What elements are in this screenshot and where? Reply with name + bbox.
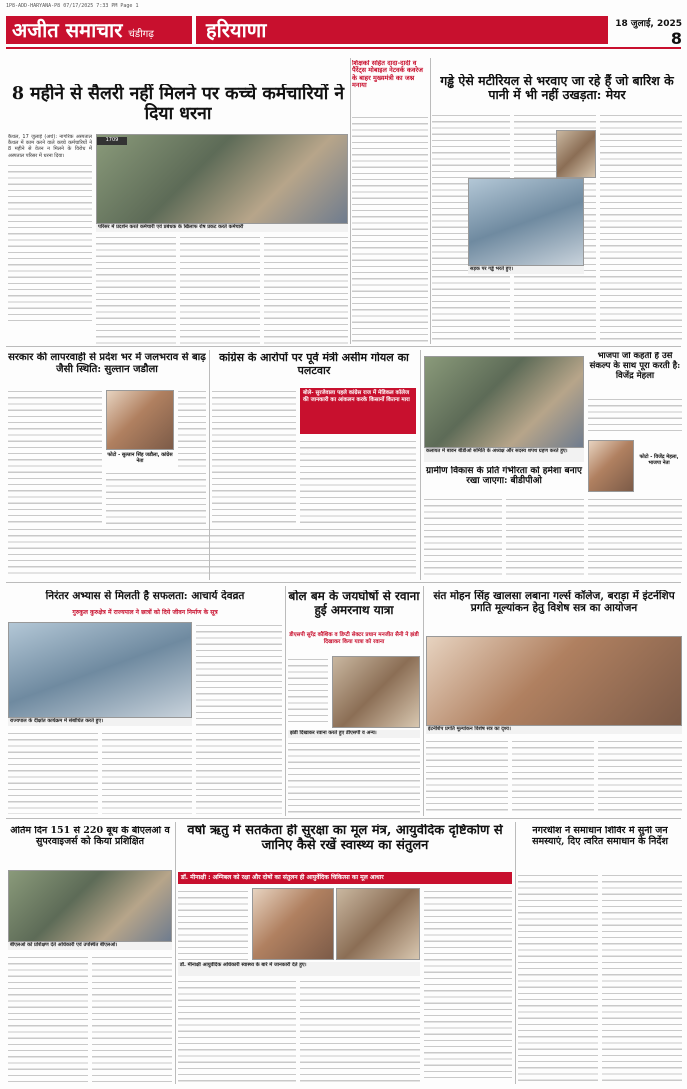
- blo-col-1: [8, 954, 88, 1082]
- bolbam-photo: [332, 656, 420, 728]
- college-col-2: [512, 738, 594, 814]
- bjp-name-caption: फोटो - विजेंद्र मेहला, भाजपा नेता: [639, 454, 679, 466]
- sultan-col-2: [178, 388, 206, 468]
- rural-headline: ग्रामीण विकास के प्रति गंभीरता को हमेशा बनाए रखा जाएगा: बीडीपीओ: [426, 466, 582, 487]
- divider-3: [6, 818, 681, 819]
- salary-lead: [8, 134, 92, 344]
- salary-photo: [96, 134, 348, 224]
- rural-col-2: [506, 496, 584, 578]
- mayor-photo-caption: सड़क पर गड्ढे भरते हुए।: [468, 266, 584, 274]
- rural-photo: [424, 356, 584, 448]
- college-photo-caption: इंटर्नशिप प्रगति मूल्यांकन विशेष सत्र का दृश्य।: [426, 726, 682, 734]
- mayor-photo: [468, 178, 584, 266]
- samadhan-col-2: [602, 872, 682, 1082]
- college-headline: संत मोहन सिंह खालसा लबाना गर्ल्स कॉलेज, बराड़ा में इंटर्नशिप प्रगति मूल्यांकन हेतु विशेष सत्र का आयोजन: [433, 590, 675, 615]
- bolbam-headline: बोल बम के जयघोषों से रवाना हुई अमरनाथ यात्रा: [288, 590, 420, 617]
- masthead-rule: [6, 47, 681, 49]
- divider-1: [6, 346, 681, 347]
- samadhan-col-1: [518, 872, 598, 1082]
- congress-redbox: बोले- सुरजेवाला पहले कांग्रेस राज में मेडिकल कॉलेज की जानकारी का आंकलन करके किसानों कितना मारा: [300, 388, 416, 434]
- bolbam-col-body: [288, 740, 420, 814]
- salary-body: [8, 162, 92, 322]
- bolbam-kicker: डीएसपी सुरेंद्र कौशिक व डिप्टी सेक्टर प्रधान मनजीत सैनी ने झंडी दिखाकर किया यात्रा को रवाना: [289, 632, 419, 645]
- issue-date: 18 जुलाई, 2025: [615, 19, 682, 29]
- congress-col-1: [212, 388, 296, 524]
- print-slug: 1P8-ADD-HARYANA-P8 07/17/2025 7:33 PM Page 1: [6, 3, 139, 9]
- ayurveda-headline: वर्षा ऋतु में सतर्कता ही सुरक्षा का मूल मंत्र, आयुर्वेदिक दृष्टिकोण से जानिए कैसे रखें स्वास्थ्य का संतुलन: [187, 824, 503, 853]
- ayurveda-col-1: [178, 978, 296, 1082]
- parents-headline: शिक्षकों सहित दादा-दादी व पैरेंट्स मोबाइल नेटवर्क कवरेज के बाहर मुख्यमंत्री का जश्न मनाया: [352, 60, 423, 90]
- mayor-inset-photo: [556, 130, 596, 178]
- column-rule: [175, 822, 176, 1084]
- acharya-headline: निरंतर अभ्यास से मिलती है सफलता: आचार्य देवव्रत: [45, 590, 245, 602]
- column-rule: [350, 58, 351, 344]
- sultan-name-caption: फोटो - सुल्तान सिंह जडौला, कांग्रेस नेता: [107, 452, 173, 464]
- ayurveda-col-2: [300, 978, 420, 1082]
- ayurveda-col-top: [178, 888, 248, 960]
- acharya-col-2: [102, 730, 192, 814]
- blo-col-2: [92, 954, 172, 1082]
- lower-body-strip: [8, 526, 416, 578]
- page-number: 8: [670, 29, 682, 45]
- ayurveda-photo-1: [252, 888, 334, 960]
- rural-col-1: [424, 496, 502, 578]
- salary-lead-text: कैथल, 17 जुलाई (अर्थ): नागरिक अस्पताल कैथल में काम करने वाले कच्चे कर्मचारियों ने 8 महीने से वेतन न मिलने के विरोध में अस्पताल परिसर में धरना दिया।: [8, 134, 92, 159]
- acharya-col-1: [8, 730, 98, 814]
- photo-badge: 1709: [97, 137, 127, 145]
- samadhan-headline: नगरधीश ने समाधान शिविर में सुनीं जन समस्याएं, दिए त्वरित समाधान के निर्देश: [532, 826, 668, 847]
- paper-name: अजीत समाचार: [12, 18, 123, 42]
- acharya-kicker: गुरुकुल कुरुक्षेत्र में राज्यपाल ने छात्रों को दिये जीवन निर्माण के सूत्र: [72, 609, 218, 616]
- masthead: [0, 12, 687, 46]
- column-rule: [209, 350, 210, 580]
- blo-photo-caption: बीएलओ को प्रशिक्षण देते अधिकारी एवं उपस्थित बीएलओ।: [8, 942, 172, 950]
- salary-col-2: [96, 234, 176, 344]
- bjp-portrait: [588, 440, 634, 492]
- sultan-col-1: [8, 388, 102, 524]
- paper-city: चंडीगढ़: [128, 29, 154, 40]
- blo-photo: [8, 870, 172, 942]
- college-photo: [426, 636, 682, 726]
- salary-col-3: [180, 234, 260, 344]
- congress-headline: कांग्रेस के आरोपों पर पूर्व मंत्री असीम गोयल का पलटवार: [219, 352, 409, 377]
- column-rule: [430, 58, 431, 344]
- mayor-headline: गड्ढे ऐसे मटीरियल से भरवाए जा रहे हैं जो बारिश के पानी में भी नहीं उखड़ता: मेयर: [440, 74, 674, 103]
- bjp-col-bottom: [588, 496, 682, 578]
- college-col-3: [598, 738, 682, 814]
- section-title: हरियाणा: [196, 16, 608, 44]
- ayurveda-col-right: [424, 888, 512, 1082]
- column-rule: [285, 586, 286, 816]
- column-rule: [420, 350, 421, 580]
- acharya-photo: [8, 622, 192, 718]
- bolbam-photo-caption: झंडी दिखाकर रवाना करते हुए डीएसपी व अन्य।: [288, 730, 420, 738]
- paper-logo: [6, 16, 192, 44]
- acharya-col-3: [196, 730, 282, 814]
- bolbam-col-side: [288, 656, 328, 726]
- college-col-1: [426, 738, 508, 814]
- bjp-headline: भाजपा जो कहती है उसे संकल्प के साथ पूरा करती है: विजेंद्र मेहला: [589, 352, 681, 381]
- ayurveda-redbox: डॉ. मीनाक्षी : अग्निबल को रक्षा और दोषों का संतुलन ही आयुर्वेदिक चिकित्सा का मूल आधार: [178, 872, 512, 884]
- rural-photo-caption: कलायत में बावन बीडीओ समिति के अध्यक्ष और सदस्य शपथ ग्रहण करते हुए।: [424, 448, 584, 462]
- parents-body: [352, 114, 428, 344]
- ayurveda-photo-2: [336, 888, 420, 960]
- congress-col-2: [300, 438, 416, 524]
- divider-2: [6, 582, 681, 583]
- blo-headline: अंतिम दिन 151 से 220 बूथ के बीएलओ व सुपरवाइजर्स को किया प्रशिक्षित: [10, 826, 170, 847]
- salary-col-4: [264, 234, 348, 344]
- sultan-headline: सरकार की लापरवाही से प्रदेश भर में जलभराव से बाढ़ जैसी स्थिति: सुल्तान जडौला: [8, 352, 206, 375]
- column-rule: [515, 822, 516, 1084]
- salary-photo-caption: परिसर में प्रदर्शन करते कर्मचारी एवं प्रबंधक के खिलाफ रोष प्रकट करते कर्मचारी: [96, 224, 348, 232]
- ayurveda-photo-caption: डॉ. मीनाक्षी आयुर्वेदिक अधिकारी स्वास्थ्य के बारे में जानकारी देते हुए।: [178, 962, 420, 976]
- salary-headline: 8 महीने से सैलरी नहीं मिलने पर कच्चे कर्मचारियों ने दिया धरना: [11, 84, 345, 125]
- mayor-col-3: [600, 112, 682, 344]
- sultan-portrait: [106, 390, 174, 450]
- acharya-photo-caption: राज्यपाल के दीक्षांत कार्यक्रम में संबोधित करते हुए।: [8, 718, 192, 726]
- bjp-col-top: [588, 396, 682, 436]
- acharya-col-side: [196, 622, 282, 726]
- sultan-col-3: [106, 470, 206, 524]
- column-rule: [423, 586, 424, 816]
